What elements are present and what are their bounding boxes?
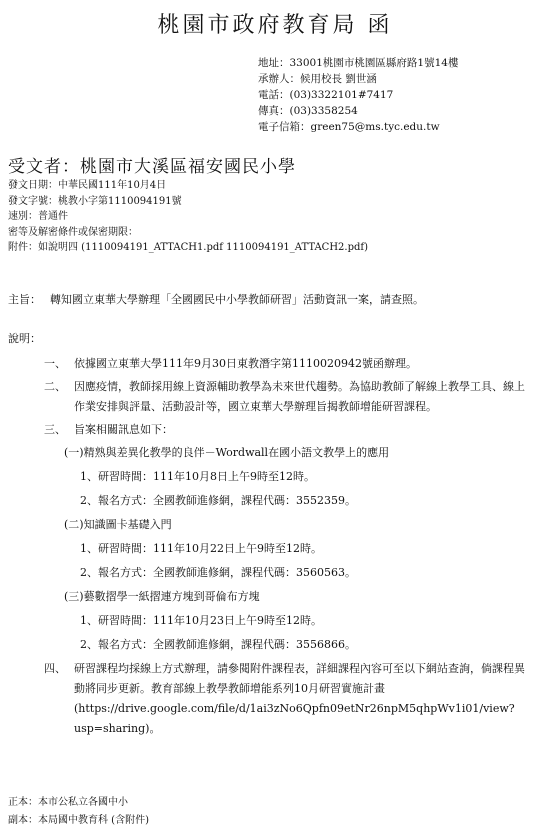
course-1-signup: 2、報名方式：全國教師進修網，課程代碼：3552359。	[80, 494, 356, 507]
item-text: 研習課程均採線上方式辦理，請參閱附件課程表，詳細課程內容可至以下網站查詢，倘課程異動將同步更新。教育部線上教學教師增能系列10月研習實施計畫 (https://drive.google.com/file/d/1ai3zNo6Qpfn09etNr26npM5qhpWv1i01/view?usp=sharing)。	[74, 662, 525, 735]
item-number: 三、	[44, 423, 66, 436]
subject-text: 轉知國立東華大學辦理「全國國民中小學教師研習」活動資訊一案，請查照。	[50, 293, 424, 306]
explanation-item-2	[44, 377, 534, 417]
contact-address: 地址：33001桃園市桃園區縣府路1號14樓	[258, 57, 459, 69]
delivery-speed: 速別：普通件	[8, 211, 68, 222]
primary-recipients: 正本：本市公私立各國中小	[8, 797, 128, 808]
document-title: 桃園市政府教育局 函	[157, 13, 393, 38]
item-text: 依據國立東華大學111年9月30日東教潛字第1110020942號函辦理。	[74, 357, 417, 370]
course-3-title: (三)藝數摺學一紙摺連方塊到哥倫布方塊	[64, 590, 260, 603]
meta-block	[8, 178, 368, 256]
item-number: 二、	[44, 380, 66, 393]
course-2-title: (二)知識圖卡基礎入門	[64, 518, 172, 531]
recipient: 受文者：桃園市大溪區福安國民小學	[8, 157, 296, 177]
explanation-label: 說明：	[8, 332, 41, 345]
contact-fax: 傳真：(03)3358254	[258, 105, 358, 117]
explanation-body	[0, 354, 550, 742]
contact-phone: 電話：(03)3322101#7417	[258, 89, 394, 101]
subject-section	[8, 291, 538, 309]
contact-email: 電子信箱：green75@ms.tyc.edu.tw	[258, 121, 440, 133]
course-1-title: (一)精熟與差異化教學的良伴－Wordwall在國小語文教學上的應用	[64, 446, 390, 459]
contact-handler: 承辦人：候用校長 劉世涵	[258, 73, 377, 85]
issue-date: 發文日期：中華民國111年10月4日	[8, 180, 167, 191]
subject-label: 主旨：	[8, 293, 41, 306]
item-text: 旨案相關訊息如下：	[74, 423, 173, 436]
copy-recipients: 副本：本局國中教育科 (含附件)	[8, 815, 149, 826]
distribution-block	[8, 794, 149, 830]
issue-number: 發文字號：桃教小字第1110094191號	[8, 195, 182, 207]
course-1-time: 1、研習時間：111年10月8日上午9時至12時。	[80, 470, 315, 483]
explanation-item-1	[44, 354, 534, 374]
item-text: 因應疫情，教師採用線上資源輔助教學為未來世代趨勢。為協助教師了解線上教學工具、線上作業安排與評量、活動設計等，國立東華大學辦理旨揭教師增能研習課程。	[74, 380, 525, 413]
contact-block	[258, 55, 458, 135]
explanation-item-3	[44, 420, 534, 440]
course-3-time: 1、研習時間：111年10月23日上午9時至12時。	[80, 614, 322, 627]
item-number: 四、	[44, 662, 66, 675]
explanation-item-4	[44, 659, 534, 739]
item-number: 一、	[44, 357, 66, 370]
course-3-signup: 2、報名方式：全國教師進修網，課程代碼：3556866。	[80, 638, 356, 651]
attachment-line: 附件：如說明四 (1110094191_ATTACH1.pdf 1110094191_ATTACH2.pdf)	[8, 242, 368, 253]
secrecy-level: 密等及解密條件或保密期限：	[8, 226, 138, 238]
course-2-signup: 2、報名方式：全國教師進修網，課程代碼：3560563。	[80, 566, 356, 579]
course-2-time: 1、研習時間：111年10月22日上午9時至12時。	[80, 542, 322, 555]
